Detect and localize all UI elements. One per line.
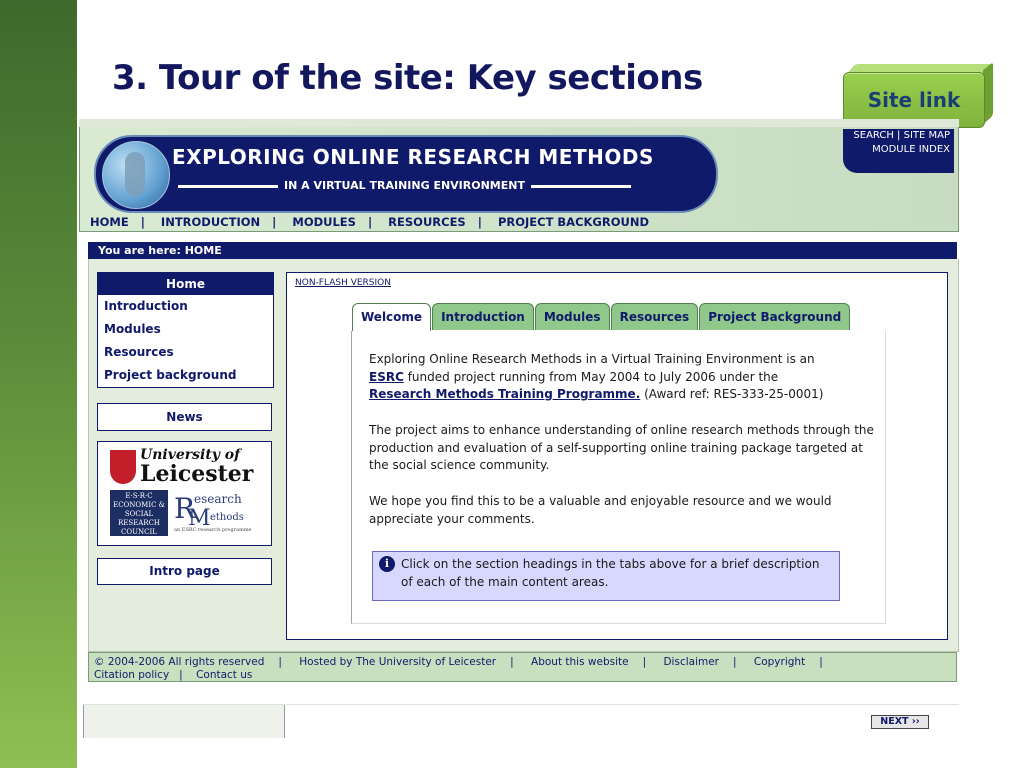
bottom-left-frame [83,705,285,738]
tab-project-background[interactable]: Project Background [699,303,850,330]
footer-hosted[interactable]: Hosted by The University of Leicester [299,656,497,668]
search-sitemap-link[interactable]: SEARCH | SITE MAP [853,130,950,141]
intro-page-button[interactable]: Intro page [97,558,272,585]
nav-introduction[interactable]: INTRODUCTION [160,215,261,229]
tab-welcome[interactable]: Welcome [352,303,431,332]
welcome-tab-content [351,331,886,624]
site-logo[interactable] [94,135,718,213]
nav-home[interactable]: HOME [90,215,129,229]
left-menu-modules[interactable]: Modules [104,322,161,336]
slide-title: 3. Tour of the site: Key sections [112,58,703,98]
left-menu [97,272,274,388]
website-screenshot [79,119,959,739]
footer-disclaimer[interactable]: Disclaimer [663,656,719,668]
breadcrumb: You are here: HOME [88,242,957,259]
main-panel [286,272,948,640]
nav-modules[interactable]: MODULES [292,215,356,229]
crest-icon [110,450,136,484]
site-link-button[interactable] [843,64,993,126]
bottom-nav [83,704,959,739]
next-button[interactable]: NEXT ›› [871,715,929,729]
university-name: University of Leicester [140,447,254,487]
left-menu-resources[interactable]: Resources [104,345,174,359]
module-index-link[interactable]: MODULE INDEX [872,144,950,155]
left-menu-introduction[interactable]: Introduction [104,299,188,313]
nav-resources[interactable]: RESOURCES [388,215,466,229]
footer-copyright-link[interactable]: Copyright [753,656,806,668]
footer-about[interactable]: About this website [531,656,629,668]
site-header [79,127,959,232]
site-footer: © 2004-2006 All rights reserved | Hosted by The University of Leicester | About this website | Disclaimer | Copyright | Citation policy | Contact us [88,652,957,682]
news-button[interactable]: News [97,403,272,431]
left-menu-project-background[interactable]: Project background [104,368,237,382]
tab-resources[interactable]: Resources [611,303,699,330]
nav-project-background[interactable]: PROJECT BACKGROUND [497,215,650,229]
tab-modules[interactable]: Modules [535,303,610,330]
main-nav: HOME | INTRODUCTION | MODULES | RESOURCES | PROJECT BACKGROUND [90,215,650,229]
left-menu-home[interactable]: Home [98,273,273,295]
research-methods-programme-link[interactable]: Research Methods Training Programme. [369,387,641,401]
welcome-paragraph-2: The project aims to enhance understanding of online research methods through the production and evaluation of a self-supporting online training package targeted at the social science community. [369,423,874,472]
top-strip [79,119,959,127]
partner-logos [97,441,272,546]
footer-citation-policy[interactable]: Citation policy [94,669,170,681]
globe-icon [102,141,170,209]
logo-subtitle: IN A VIRTUAL TRAINING ENVIRONMENT [172,179,637,192]
footer-copyright: © 2004-2006 All rights reserved [94,656,265,668]
slide-side-bar [0,0,77,768]
utility-links [843,129,954,173]
footer-contact[interactable]: Contact us [196,669,253,681]
non-flash-link[interactable]: NON-FLASH VERSION [295,278,391,288]
welcome-paragraph-1: Exploring Online Research Methods in a Virtual Training Environment is an ESRC funded project running from May 2004 to July 2006 under the Research Methods Training Programme. (Award ref: RES-333-25-0001) [369,352,824,401]
esrc-logo[interactable]: E·S·R·C ECONOMIC & SOCIAL RESEARCH COUNCIL [110,490,168,536]
info-box [372,551,840,601]
logo-title: EXPLORING ONLINE RESEARCH METHODS [172,145,654,169]
info-text: Click on the section headings in the tabs above for a brief description of each of the main content areas. [401,557,820,589]
site-link-label[interactable]: Site link [843,72,985,128]
welcome-paragraph-3: We hope you find this to be a valuable and enjoyable resource and we would appreciate your comments. [369,494,832,526]
esrc-link[interactable]: ESRC [369,369,404,384]
tab-introduction[interactable]: Introduction [432,303,534,330]
info-icon: i [379,556,395,572]
tab-bar [352,303,851,331]
research-methods-logo[interactable]: R esearch M ethods an ESRC research programme [174,492,252,533]
